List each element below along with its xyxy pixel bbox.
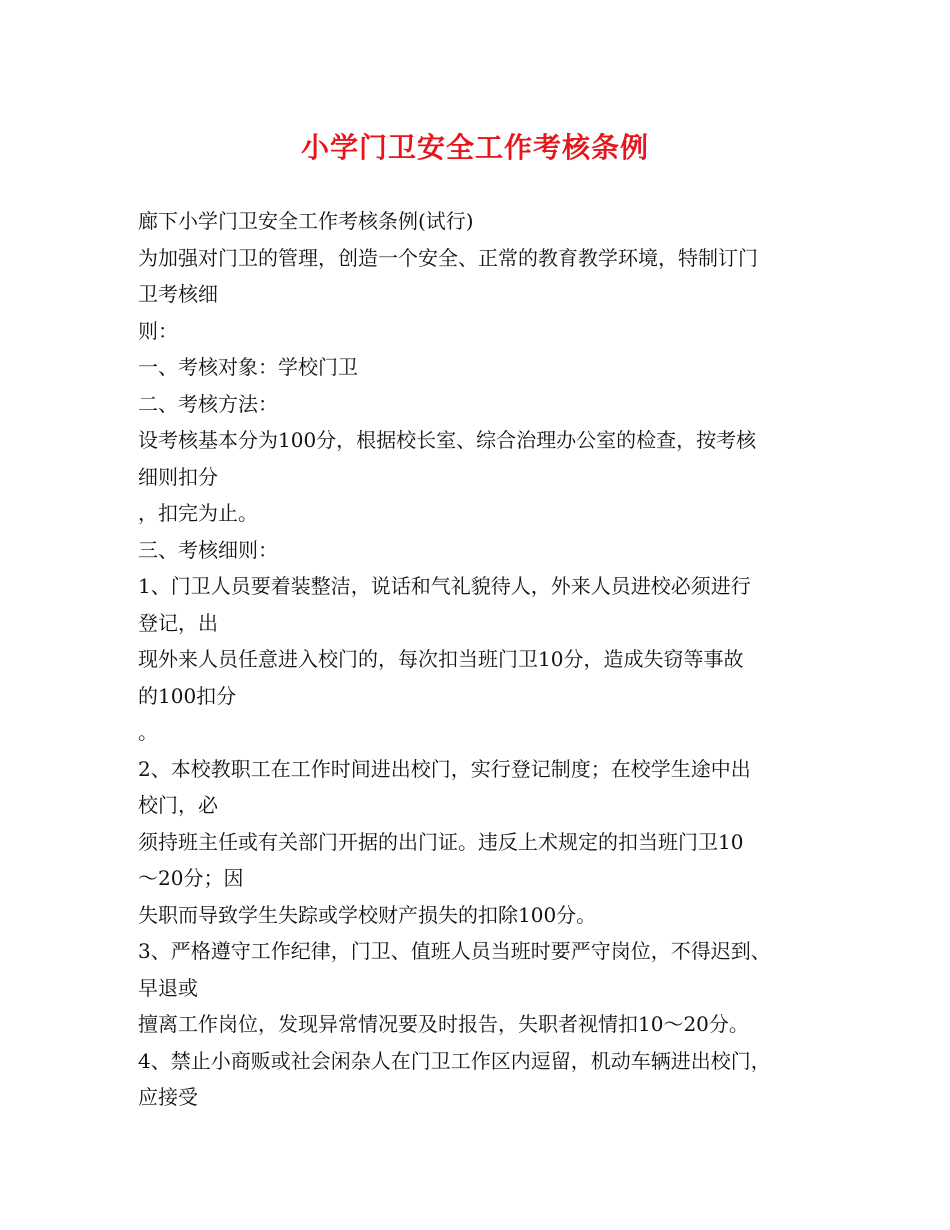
document-line: 则： bbox=[138, 318, 178, 343]
document-line: 须持班主任或有关部门开据的出门证。违反上术规定的扣当班门卫10 bbox=[138, 829, 744, 854]
document-line: 4、禁止小商贩或社会闲杂人在门卫工作区内逗留，机动车辆进出校门， bbox=[138, 1048, 771, 1073]
document-body bbox=[138, 203, 828, 1116]
document-line: 校门，必 bbox=[138, 793, 218, 817]
document-line: 为加强对门卫的管理，创造一个安全、正常的教育教学环境，特制订门 bbox=[138, 245, 758, 270]
document-line: 2、本校教职工在工作时间进出校门，实行登记制度；在校学生途中出 bbox=[138, 756, 751, 781]
document-line: ～20分；因 bbox=[138, 866, 244, 890]
document-line: 细则扣分 bbox=[138, 464, 218, 489]
document-line: 二、考核方法： bbox=[138, 391, 278, 416]
document-line: 卫考核细 bbox=[138, 282, 218, 306]
document-line: 登记，出 bbox=[138, 610, 218, 635]
document-line: 的100扣分 bbox=[138, 683, 237, 708]
document-line: 设考核基本分为100分，根据校长室、综合治理办公室的检查，按考核 bbox=[138, 428, 757, 452]
document-line: 1、门卫人员要着装整洁，说话和气礼貌待人，外来人员进校必须进行 bbox=[138, 574, 751, 598]
document-title: 小学门卫安全工作考核条例 bbox=[300, 131, 649, 164]
document-line: 一、考核对象：学校门卫 bbox=[138, 355, 358, 379]
document-line: 。 bbox=[138, 720, 158, 744]
document-line: 三、考核细则： bbox=[138, 537, 278, 562]
document-line: ，扣完为止。 bbox=[138, 501, 258, 525]
document-line: 现外来人员任意进入校门的，每次扣当班门卫10分，造成失窃等事故 bbox=[138, 647, 744, 671]
document-line: 早退或 bbox=[138, 975, 198, 1000]
document-line: 擅离工作岗位，发现异常情况要及时报告，失职者视情扣10～20分。 bbox=[138, 1012, 749, 1036]
document-line: 廊下小学门卫安全工作考核条例(试行) bbox=[138, 209, 474, 233]
document-line: 应接受 bbox=[138, 1085, 198, 1109]
document-line: 3、严格遵守工作纪律，门卫、值班人员当班时要严守岗位，不得迟到、 bbox=[138, 939, 771, 963]
document-line: 失职而导致学生失踪或学校财产损失的扣除100分。 bbox=[138, 902, 597, 927]
